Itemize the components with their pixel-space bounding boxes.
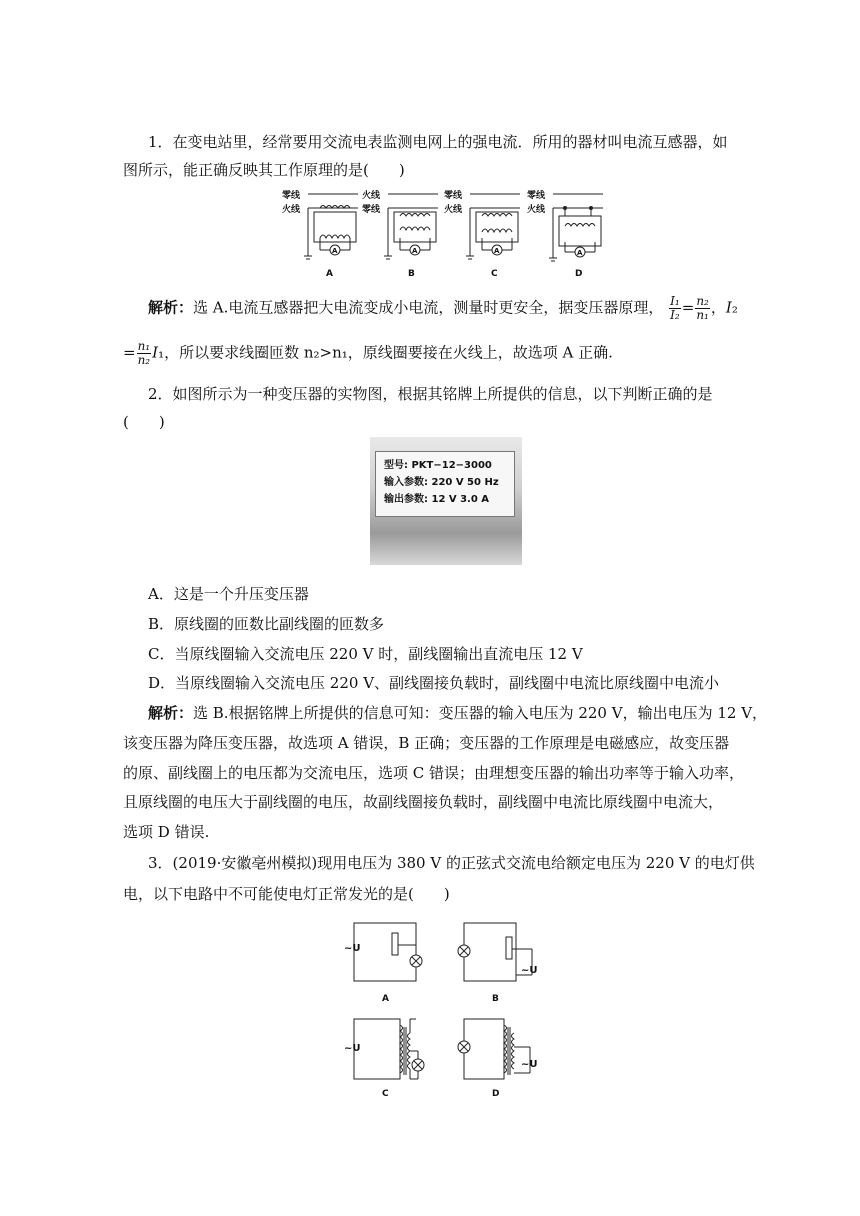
q3-circuit-c bbox=[354, 1019, 424, 1079]
q1-diagram-b bbox=[384, 194, 438, 259]
q2-answer-text-1: 选 B.根据铭牌上所提供的信息可知：变压器的输入电压为 220 V，输出电压为 12 V， bbox=[193, 704, 768, 722]
q2-option-d: D．当原线圈输入交流电压 220 V、副线圈接负载时，副线圈中电流比原线圈中电流小 bbox=[148, 674, 720, 692]
q1-diagram-c bbox=[466, 194, 520, 259]
q1-answer-text-2: 所以要求线圈匝数 n₂>n₁，原线圈要接在火线上，故选项 A 正确. bbox=[179, 343, 613, 362]
q2-answer-line2: 该变压器为降压变压器，故选项 A 错误，B 正确；变压器的工作原理是电磁感应，故变压器 bbox=[123, 734, 730, 752]
q1-answer-cont: = $\frac{\text{n₁}}{\text{n₂}}$ I₁，所以要求线圈匝数 n₂>n₁，原线圈要接在火线上，故选项 A 正确. bbox=[123, 339, 613, 367]
fraction-i1-i2: $\frac{\text{I₁}}{\text{I₂}}$ bbox=[670, 294, 680, 322]
q1-option-b-caption: B bbox=[408, 269, 415, 279]
nameplate-input: 输入参数: 220 V 50 Hz bbox=[384, 477, 499, 488]
q1-diagram-a bbox=[304, 194, 358, 259]
q1-c-line1-label: 零线 bbox=[444, 191, 463, 201]
q2-answer-line1 bbox=[148, 703, 767, 723]
q1-answer: 解析：选 A.电流互感器把大电流变成小电流，测量时更安全，据变压器原理， $\frac{\text{I₁}}{\text{I₂}}$ = $\frac{\text{n₂}}{\text{n₁}}$ ，I₂ bbox=[148, 294, 738, 322]
q1-c-line2-label: 火线 bbox=[444, 205, 463, 215]
transformer-nameplate bbox=[375, 451, 515, 517]
q2-answer-label: 解析： bbox=[148, 704, 194, 722]
nameplate-output: 输出参数: 12 V 3.0 A bbox=[384, 494, 490, 505]
q1-option-d-caption: D bbox=[575, 269, 583, 279]
q3-c-source-label: ~U bbox=[344, 1043, 361, 1054]
q1-d-line1-label: 零线 bbox=[527, 191, 546, 201]
q3-option-c-caption: C bbox=[382, 1089, 389, 1099]
q3-stem-line2: 电，以下电路中不可能使电灯正常发光的是( ) bbox=[123, 885, 450, 903]
q1-option-c-caption: C bbox=[491, 269, 498, 279]
q2-answer-line3: 的原、副线圈上的电压都为交流电压，选项 C 错误；由理想变压器的输出功率等于输入功率， bbox=[123, 764, 745, 782]
q1-a-line1-label: 零线 bbox=[282, 191, 301, 201]
q3-option-b-caption: B bbox=[492, 994, 499, 1004]
ammeter-icon: A bbox=[494, 247, 500, 255]
q1-a-line2-label: 火线 bbox=[282, 205, 301, 215]
q1-diagram-d bbox=[549, 194, 603, 261]
ammeter-icon: A bbox=[412, 247, 418, 255]
q2-option-a: A．这是一个升压变压器 bbox=[148, 585, 309, 603]
q1-stem-line1: 1．在变电站里，经常要用交流电表监测电网上的强电流．所用的器材叫电流互感器，如 bbox=[148, 133, 728, 151]
transformer-photo bbox=[370, 437, 522, 565]
q3-circuit-figure bbox=[340, 915, 550, 1100]
q1-option-a-caption: A bbox=[326, 269, 333, 279]
q1-transformer-figure bbox=[278, 186, 608, 280]
q3-circuit-d bbox=[458, 1019, 530, 1079]
q2-answer-line4: 且原线圈的电压大于副线圈的电压，故副线圈接负载时，副线圈中电流比原线圈中电流大， bbox=[123, 793, 724, 811]
q3-b-source-label: ~U bbox=[521, 965, 538, 976]
q3-stem-line1: 3．(2019·安徽亳州模拟)现用电压为 380 V 的正弦式交流电给额定电压为 220 V 的电灯供 bbox=[148, 854, 755, 872]
q1-d-line2-label: 火线 bbox=[527, 205, 546, 215]
fraction-n1-n2: $\frac{\text{n₁}}{\text{n₂}}$ bbox=[137, 339, 151, 367]
q2-option-b: B．原线圈的匝数比副线圈的匝数多 bbox=[148, 615, 385, 633]
q3-circuit-a bbox=[354, 923, 422, 981]
q1-answer-label: 解析： bbox=[148, 298, 194, 317]
q1-answer-text: 选 A.电流互感器把大电流变成小电流，测量时更安全，据变压器原理， bbox=[193, 298, 664, 317]
q2-option-c: C．当原线圈输入交流电压 220 V 时，副线圈输出直流电压 12 V bbox=[148, 645, 583, 663]
q1-stem-line2: 图所示，能正确反映其工作原理的是( ) bbox=[123, 161, 405, 179]
fraction-n2-n1: $\frac{\text{n₂}}{\text{n₁}}$ bbox=[696, 294, 709, 322]
q3-option-d-caption: D bbox=[492, 1089, 500, 1099]
q3-a-source-label: ~U bbox=[344, 943, 361, 954]
q3-d-source-label: ~U bbox=[521, 1059, 538, 1070]
q1-b-line1-label: 火线 bbox=[362, 191, 381, 201]
nameplate-model: 型号: PKT−12−3000 bbox=[384, 460, 492, 471]
q2-answer-line5: 选项 D 错误. bbox=[123, 823, 210, 841]
q2-stem-line2: ( ) bbox=[123, 413, 165, 431]
ammeter-icon: A bbox=[577, 249, 583, 257]
ammeter-icon: A bbox=[332, 247, 338, 255]
q2-stem-line1: 2．如图所示为一种变压器的实物图，根据其铭牌上所提供的信息，以下判断正确的是 bbox=[148, 385, 713, 403]
q1-b-line2-label: 零线 bbox=[362, 205, 381, 215]
q3-option-a-caption: A bbox=[382, 994, 389, 1004]
